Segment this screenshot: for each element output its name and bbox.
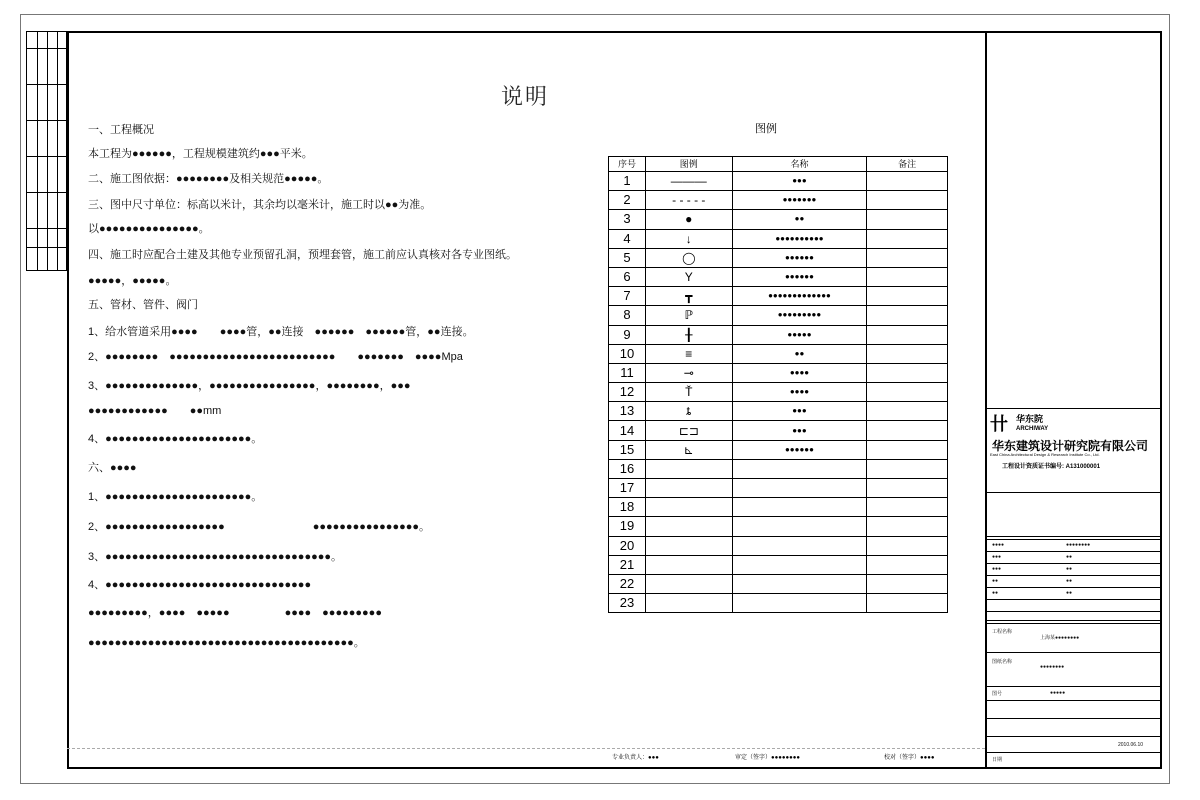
legend-row xyxy=(609,440,948,459)
note-line: 六、●●●● xyxy=(88,462,137,474)
legend-row xyxy=(609,517,948,536)
legend-no: 18 xyxy=(609,498,646,517)
legend-row xyxy=(609,594,948,613)
legend-symbol-icon xyxy=(645,536,732,555)
company-logo-icon: 卄 xyxy=(990,414,1008,434)
legend-name: ●●●●●●●●● xyxy=(732,306,867,325)
legend-name: ●●●●●● xyxy=(732,248,867,267)
legend-no: 17 xyxy=(609,479,646,498)
legend-header-note: 备注 xyxy=(867,157,948,172)
legend-row xyxy=(609,325,948,344)
title-block-divider xyxy=(985,686,1162,687)
legend-no: 16 xyxy=(609,459,646,478)
legend-no: 23 xyxy=(609,594,646,613)
legend-note xyxy=(867,344,948,363)
legend-header-name: 名称 xyxy=(732,157,867,172)
company-short-cn: 华东院 xyxy=(1016,414,1044,424)
legend-no: 1 xyxy=(609,172,646,191)
legend-name xyxy=(732,479,867,498)
legend-note xyxy=(867,172,948,191)
legend-symbol-icon xyxy=(645,594,732,613)
legend-row xyxy=(609,498,948,517)
tb-field: ●●●● xyxy=(992,542,1005,548)
legend-name: ●●● xyxy=(732,402,867,421)
note-line: 1、给水管道采用●●●● ●●●●管，●●连接 ●●●●●● ●●●●●●管，●●连接。 xyxy=(88,326,474,338)
legend-row xyxy=(609,479,948,498)
title-block-divider xyxy=(985,536,1162,537)
note-line: 二、施工图依据：●●●●●●●●及相关规范●●●●●。 xyxy=(88,173,329,185)
note-line: 3、●●●●●●●●●●●●●●●●●●●●●●●●●●●●●●●●●●。 xyxy=(88,551,343,563)
note-line: 以●●●●●●●●●●●●●●●。 xyxy=(88,223,210,235)
legend-name: ●●● xyxy=(732,172,867,191)
legend-note xyxy=(867,383,948,402)
title-block-divider xyxy=(985,408,1162,409)
legend-note xyxy=(867,267,948,286)
drawing-title: 说明 xyxy=(500,84,549,109)
legend-no: 7 xyxy=(609,287,646,306)
legend-symbol-icon: ⊾ xyxy=(645,440,732,459)
note-line: 1、●●●●●●●●●●●●●●●●●●●●●●。 xyxy=(88,491,263,503)
legend-no: 12 xyxy=(609,383,646,402)
legend-no: 5 xyxy=(609,248,646,267)
legend-note xyxy=(867,210,948,229)
legend-symbol-icon: ≡ xyxy=(645,344,732,363)
legend-row xyxy=(609,421,948,440)
legend-no: 22 xyxy=(609,574,646,593)
sign-cell: 审定（签字）●●●●●●●● xyxy=(735,755,800,761)
sign-cell: 专业负责人：●●● xyxy=(612,755,659,761)
tb-field: ●● xyxy=(1066,590,1073,596)
legend-row xyxy=(609,459,948,478)
legend-name: ●●●●● xyxy=(732,325,867,344)
legend-note xyxy=(867,459,948,478)
legend-header-no: 序号 xyxy=(609,157,646,172)
drawing-no-value: ●●●●● xyxy=(1050,690,1066,696)
legend-symbol-icon: ⊸ xyxy=(645,363,732,382)
legend-symbol-icon: ȶ xyxy=(645,402,732,421)
legend-row xyxy=(609,363,948,382)
legend-no: 19 xyxy=(609,517,646,536)
legend-note xyxy=(867,402,948,421)
legend-name: ●●●● xyxy=(732,383,867,402)
title-block-divider xyxy=(985,492,1162,493)
legend-no: 11 xyxy=(609,363,646,382)
legend-symbol-icon xyxy=(645,459,732,478)
title-block-divider xyxy=(985,652,1162,653)
legend-note xyxy=(867,536,948,555)
project-label: 工程名称 xyxy=(992,629,1013,635)
legend-row xyxy=(609,229,948,248)
legend-name: ●●● xyxy=(732,421,867,440)
note-line: 4、●●●●●●●●●●●●●●●●●●●●●●●●●●●●●●● xyxy=(88,579,312,591)
legend-row xyxy=(609,172,948,191)
legend-symbol-icon xyxy=(645,574,732,593)
legend-no: 14 xyxy=(609,421,646,440)
legend-row xyxy=(609,287,948,306)
legend-name xyxy=(732,517,867,536)
title-block-divider xyxy=(985,752,1162,753)
legend-symbol-icon xyxy=(645,498,732,517)
note-line: 五、管材、管件、阀门 xyxy=(88,299,198,311)
note-line: ●●●●●●●●●●●● ●●mm xyxy=(88,405,222,417)
legend-symbol-icon xyxy=(645,479,732,498)
note-line: 一、工程概况 xyxy=(88,124,154,136)
legend-row xyxy=(609,248,948,267)
note-line: 三、图中尺寸单位：标高以米计，其余均以毫米计，施工时以●●为准。 xyxy=(88,199,432,211)
legend-title: 图例 xyxy=(755,123,777,135)
legend-row xyxy=(609,536,948,555)
note-line: 本工程为●●●●●●，工程规模建筑约●●●平米。 xyxy=(88,148,313,160)
legend-name: ●●●● xyxy=(732,363,867,382)
legend-name: ●● xyxy=(732,210,867,229)
legend-row xyxy=(609,402,948,421)
legend-name: ●●●●●●●●●●●●● xyxy=(732,287,867,306)
company-name-en: East China Architectural Design & Research Institute Co., Ltd. xyxy=(990,452,1100,457)
legend-name xyxy=(732,574,867,593)
legend-row xyxy=(609,191,948,210)
legend-symbol-icon: ╂ xyxy=(645,325,732,344)
legend-symbol-icon: ——— xyxy=(645,172,732,191)
legend-row xyxy=(609,383,948,402)
legend-name xyxy=(732,555,867,574)
legend-note xyxy=(867,440,948,459)
legend-no: 6 xyxy=(609,267,646,286)
project-value: 上海某●●●●●●●● xyxy=(1040,635,1080,641)
legend-name: ●●●●●● xyxy=(732,440,867,459)
legend-symbol-icon: - - - - - xyxy=(645,191,732,210)
legend-note xyxy=(867,287,948,306)
legend-no: 21 xyxy=(609,555,646,574)
binding-strip xyxy=(26,31,67,271)
legend-note xyxy=(867,229,948,248)
note-line: 2、●●●●●●●● ●●●●●●●●●●●●●●●●●●●●●●●●● ●●●●●●● ●●●●Mpa xyxy=(88,351,463,363)
sign-strip xyxy=(67,748,985,770)
drawing-no-label: 图号 xyxy=(992,691,1003,697)
legend-symbol-icon: ◯ xyxy=(645,248,732,267)
legend-note xyxy=(867,594,948,613)
legend-symbol-icon: ⊏⊐ xyxy=(645,421,732,440)
legend-row xyxy=(609,267,948,286)
legend-note xyxy=(867,306,948,325)
legend-note xyxy=(867,517,948,536)
tb-field: ●● xyxy=(992,590,999,596)
legend-note xyxy=(867,479,948,498)
tb-field: ●●● xyxy=(992,566,1002,572)
legend-symbol-icon: ↓ xyxy=(645,229,732,248)
drawing-name-value: ●●●●●●●● xyxy=(1040,664,1065,670)
legend-name xyxy=(732,459,867,478)
drawing-name-label: 图纸名称 xyxy=(992,659,1013,665)
legend-row xyxy=(609,210,948,229)
legend-no: 13 xyxy=(609,402,646,421)
legend-note xyxy=(867,363,948,382)
legend-table xyxy=(608,156,948,613)
legend-row xyxy=(609,555,948,574)
date-label: 日期 xyxy=(992,757,1003,763)
legend-symbol-icon: ℙ xyxy=(645,306,732,325)
legend-name: ●● xyxy=(732,344,867,363)
title-block-divider xyxy=(985,700,1162,701)
legend-symbol-icon: Ť xyxy=(645,383,732,402)
legend-no: 15 xyxy=(609,440,646,459)
legend-header-symbol: 图例 xyxy=(645,157,732,172)
note-line: 2、●●●●●●●●●●●●●●●●●● ●●●●●●●●●●●●●●●●。 xyxy=(88,521,431,533)
legend-no: 8 xyxy=(609,306,646,325)
legend-row xyxy=(609,344,948,363)
tb-field: ●● xyxy=(1066,554,1073,560)
legend-note xyxy=(867,574,948,593)
note-line: 四、施工时应配合土建及其他专业预留孔洞，预埋套管，施工前应认真核对各专业图纸。 xyxy=(88,249,517,261)
legend-name xyxy=(732,536,867,555)
legend-name: ●●●●●●● xyxy=(732,191,867,210)
title-block-divider xyxy=(985,620,1162,621)
legend-note xyxy=(867,498,948,517)
company-short-en: ARCHIWAY xyxy=(1016,426,1049,432)
legend-symbol-icon: ● xyxy=(645,210,732,229)
tb-field: ●●●●●●●● xyxy=(1066,542,1091,548)
tb-field: ●● xyxy=(1066,566,1073,572)
legend-note xyxy=(867,325,948,344)
legend-name: ●●●●●● xyxy=(732,267,867,286)
legend-name xyxy=(732,594,867,613)
legend-no: 4 xyxy=(609,229,646,248)
legend-row xyxy=(609,306,948,325)
company-short-name xyxy=(1016,414,1048,434)
legend-note xyxy=(867,191,948,210)
legend-no: 3 xyxy=(609,210,646,229)
note-line: ●●●●●，●●●●●。 xyxy=(88,275,177,287)
tb-field: ●● xyxy=(1066,578,1073,584)
legend-symbol-icon: ┳ xyxy=(645,287,732,306)
legend-no: 10 xyxy=(609,344,646,363)
legend-symbol-icon xyxy=(645,517,732,536)
legend-row xyxy=(609,574,948,593)
legend-name: ●●●●●●●●●● xyxy=(732,229,867,248)
legend-symbol-icon: Y xyxy=(645,267,732,286)
note-line: ●●●●●●●●●，●●●● ●●●●● ●●●● ●●●●●●●●● xyxy=(88,607,382,619)
company-certificate: 工程设计资质证书编号: A131000001 xyxy=(1002,464,1101,470)
legend-note xyxy=(867,248,948,267)
tb-field: ●● xyxy=(992,578,999,584)
legend-symbol-icon xyxy=(645,555,732,574)
note-line: ●●●●●●●●●●●●●●●●●●●●●●●●●●●●●●●●●●●●●●●●。 xyxy=(88,637,365,649)
legend-note xyxy=(867,421,948,440)
note-line: 4、●●●●●●●●●●●●●●●●●●●●●●。 xyxy=(88,433,263,445)
note-line: 3、●●●●●●●●●●●●●●，●●●●●●●●●●●●●●●●，●●●●●●●●，●●● xyxy=(88,380,411,392)
legend-no: 9 xyxy=(609,325,646,344)
legend-note xyxy=(867,555,948,574)
tb-field: ●●● xyxy=(992,554,1002,560)
legend-header-row xyxy=(609,157,948,172)
legend-no: 2 xyxy=(609,191,646,210)
date-value: 2010.06.10 xyxy=(1118,742,1144,748)
title-block-divider xyxy=(985,736,1162,737)
sign-cell: 校对（签字）●●●● xyxy=(884,755,935,761)
company-name: 华东建筑设计研究院有限公司 xyxy=(992,439,1149,453)
legend-name xyxy=(732,498,867,517)
legend-no: 20 xyxy=(609,536,646,555)
title-block-divider xyxy=(985,718,1162,719)
